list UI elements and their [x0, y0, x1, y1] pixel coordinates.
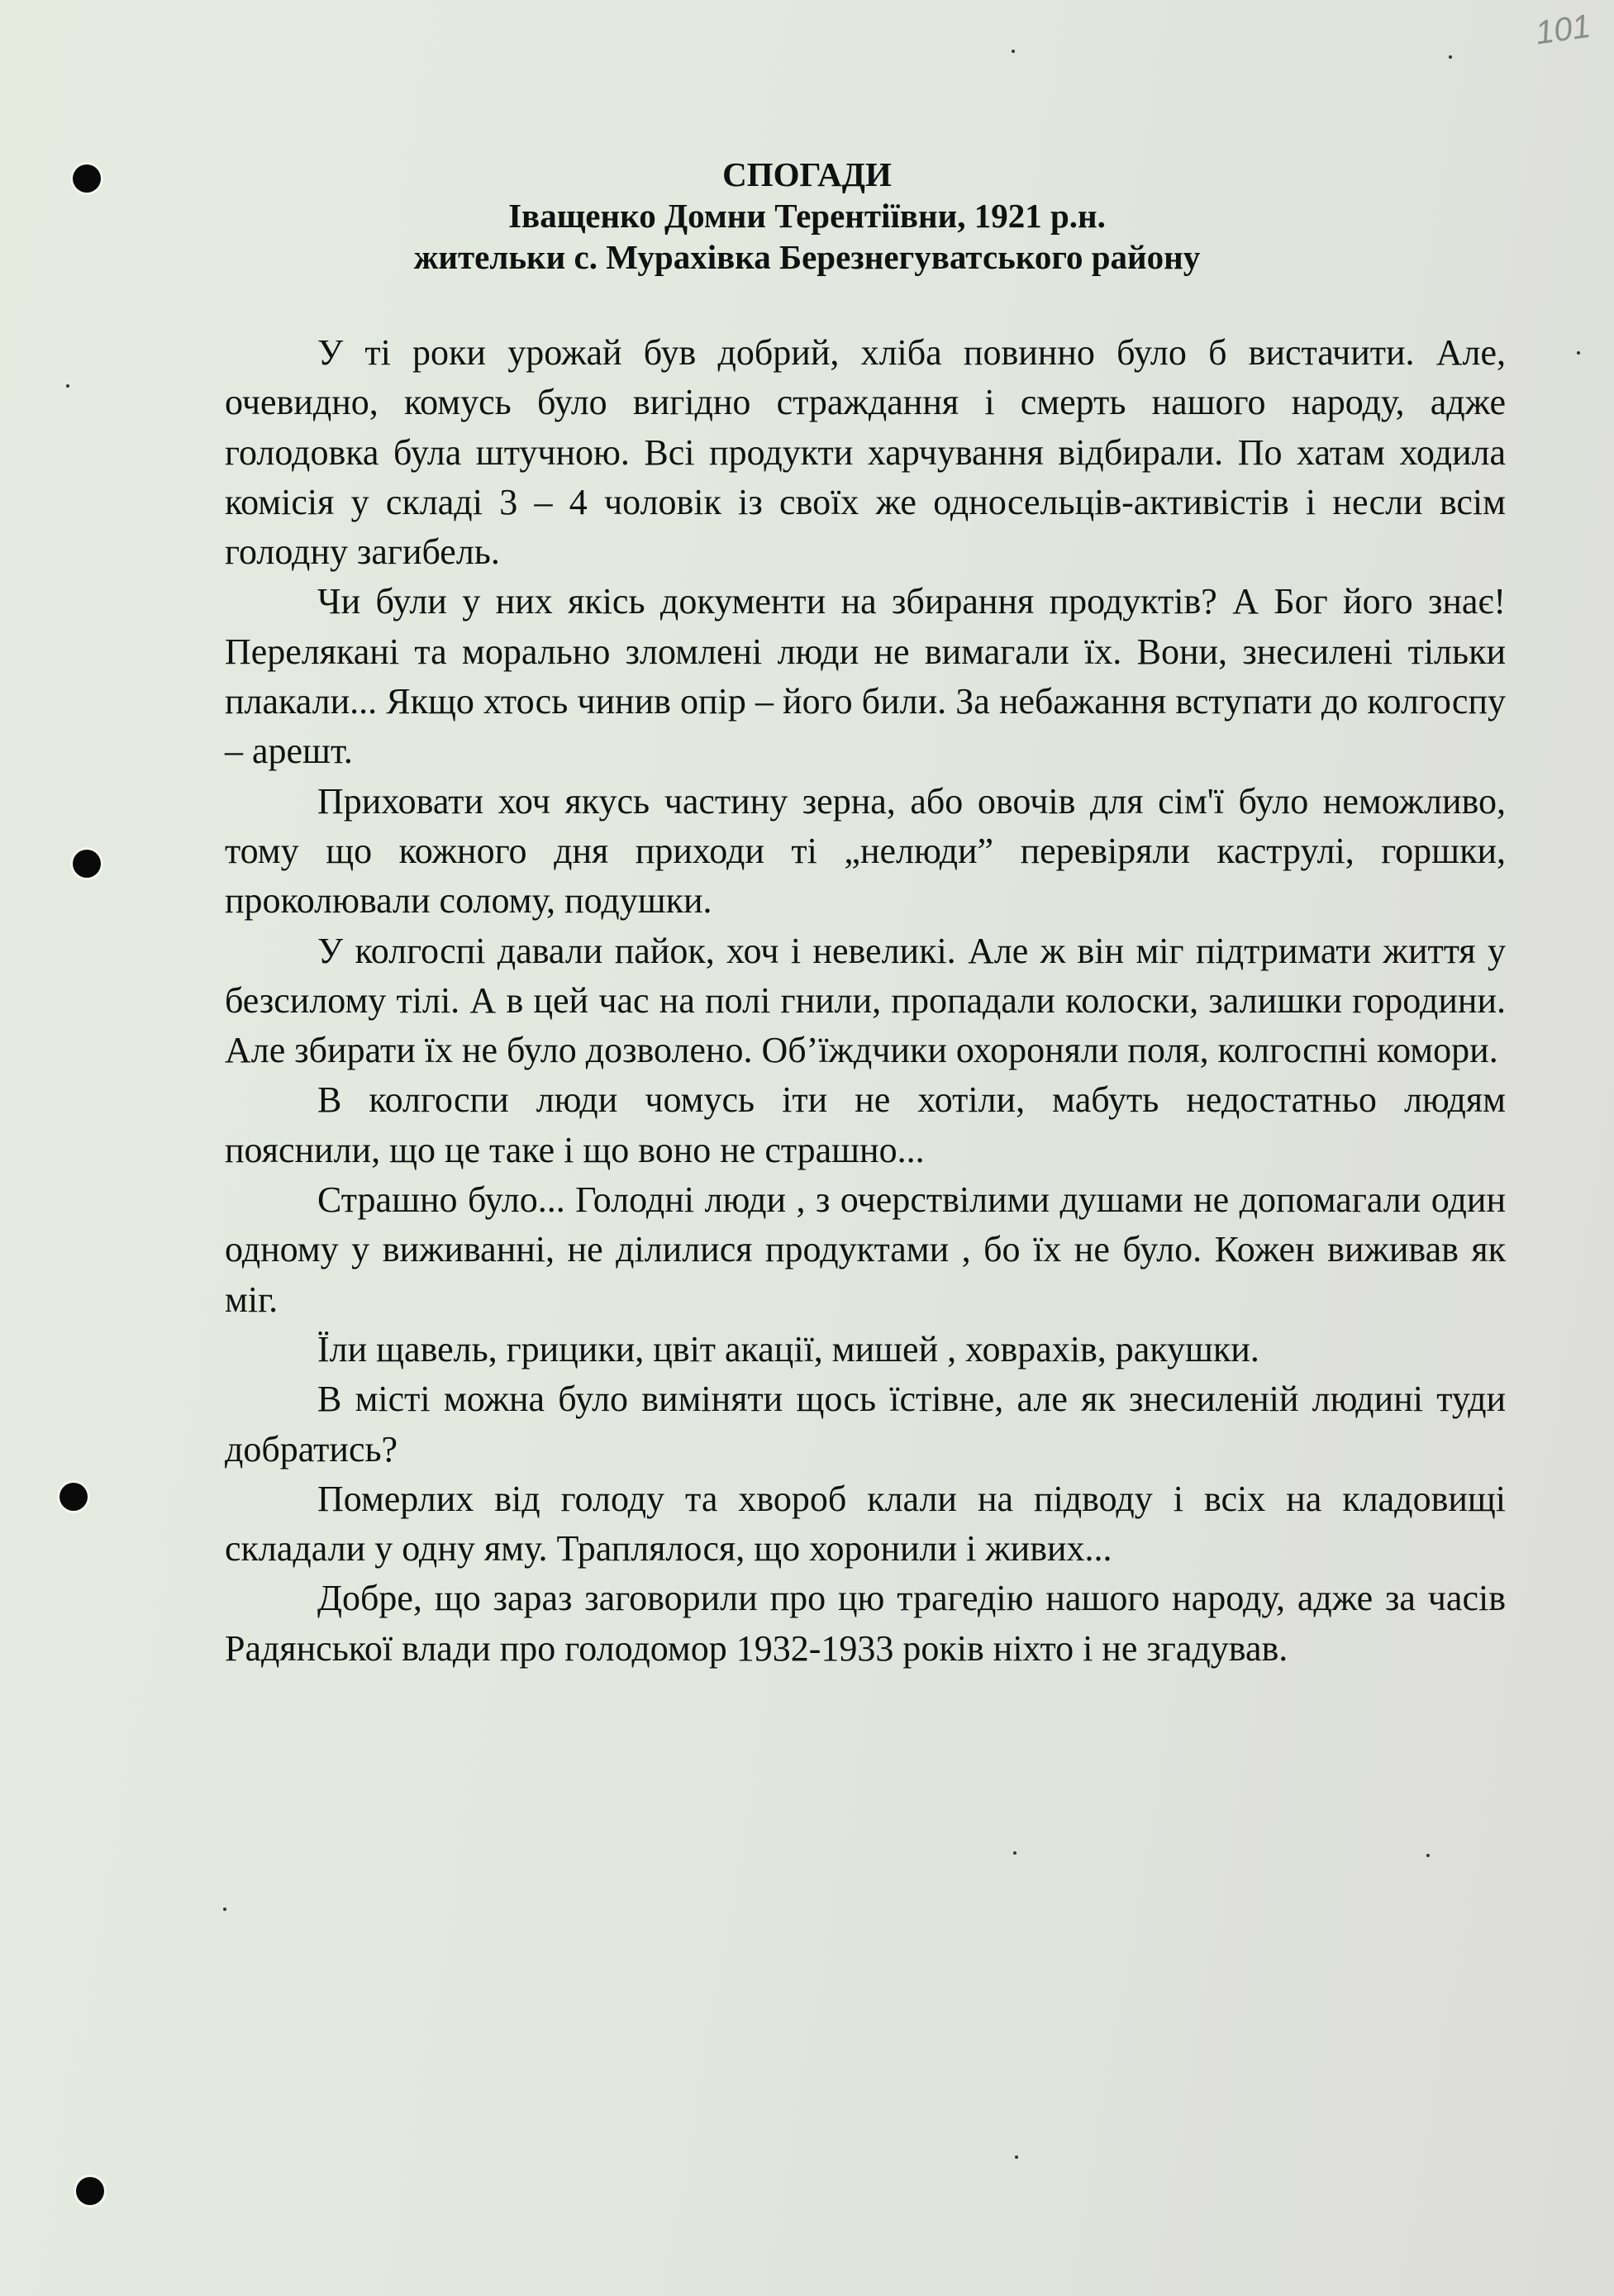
paragraph: Приховати хоч якусь частину зерна, або овочів для сім'ї було неможливо, тому що кожного дня приходи ті „нелюди” перевіряли каструлі, горшки, проколювали солому, подушки.	[225, 780, 1506, 922]
scan-speck	[223, 1908, 226, 1911]
paragraph: Добре, що зараз заговорили про цю трагедію нашого народу, адже за часів Радянської влади про голодомор 1932-1933 років ніхто і не згадував.	[225, 1578, 1506, 1669]
document-title: СПОГАДИ	[722, 155, 892, 193]
residence-line: жительки с. Мурахівка Березнегуватського району	[413, 238, 1201, 276]
binder-hole	[73, 850, 101, 878]
scan-speck	[1449, 55, 1452, 59]
handwritten-page-number: 101	[1533, 7, 1593, 52]
paragraph: Страшно було... Голодні люди , з очерствілими душами не допомагали один одному у виживанні, не ділилися продуктами , бо їх не було. Кожен виживав як міг.	[225, 1179, 1506, 1320]
scan-speck	[1015, 2155, 1018, 2159]
paragraph: В місті можна було виміняти щось їстівне, але як знесиленій людині туди добратись?	[225, 1379, 1506, 1470]
scan-speck	[1577, 351, 1580, 355]
scan-speck	[1012, 50, 1015, 53]
paragraph: Їли щавель, грицики, цвіт акації, мишей , ховрахів, ракушки.	[317, 1328, 1259, 1370]
memoir-body	[225, 328, 1506, 1674]
author-line: Іващенко Домни Терентіївни, 1921 р.н.	[508, 197, 1106, 235]
binder-hole	[76, 2177, 104, 2205]
binder-hole	[60, 1483, 88, 1511]
paragraph: У колгоспі давали пайок, хоч і невеликі. Але ж він міг підтримати життя у безсилому тілі. А в цей час на полі гнили, пропадали колоски, залишки городини. Але збирати їх не було дозволено. Об’їждчики охороняли поля, колгоспні комори.	[225, 930, 1506, 1071]
paragraph: Померлих від голоду та хвороб клали на підводу і всіх на кладовищі складали у одну яму. Траплялося, що хоронили і живих...	[225, 1478, 1506, 1570]
scan-speck	[1426, 1854, 1430, 1857]
paragraph: Чи були у них якісь документи на збирання продуктів? А Бог його знає! Перелякані та морально зломлені люди не вимагали їх. Вони, знесилені тільки плакали... Якщо хтось чинив опір – його били. За небажання вступати до колгоспу – арешт.	[225, 581, 1506, 772]
paragraph: В колгоспи люди чомусь іти не хотіли, мабуть недостатньо людям пояснили, що це таке і що воно не страшно...	[225, 1079, 1506, 1170]
scan-speck	[66, 384, 69, 388]
scan-speck	[1013, 1851, 1016, 1855]
paragraph: У ті роки урожай був добрий, хліба повинно було б вистачити. Але, очевидно, комусь було вигідно страждання і смерть нашого народу, адже голодовка була штучною. Всі продукти харчування відбирали. По хатам ходила комісія у складі 3 – 4 чоловік із своїх же односельців-активістів і несли всім голодну загибель.	[225, 332, 1506, 573]
document-header	[0, 154, 1614, 278]
